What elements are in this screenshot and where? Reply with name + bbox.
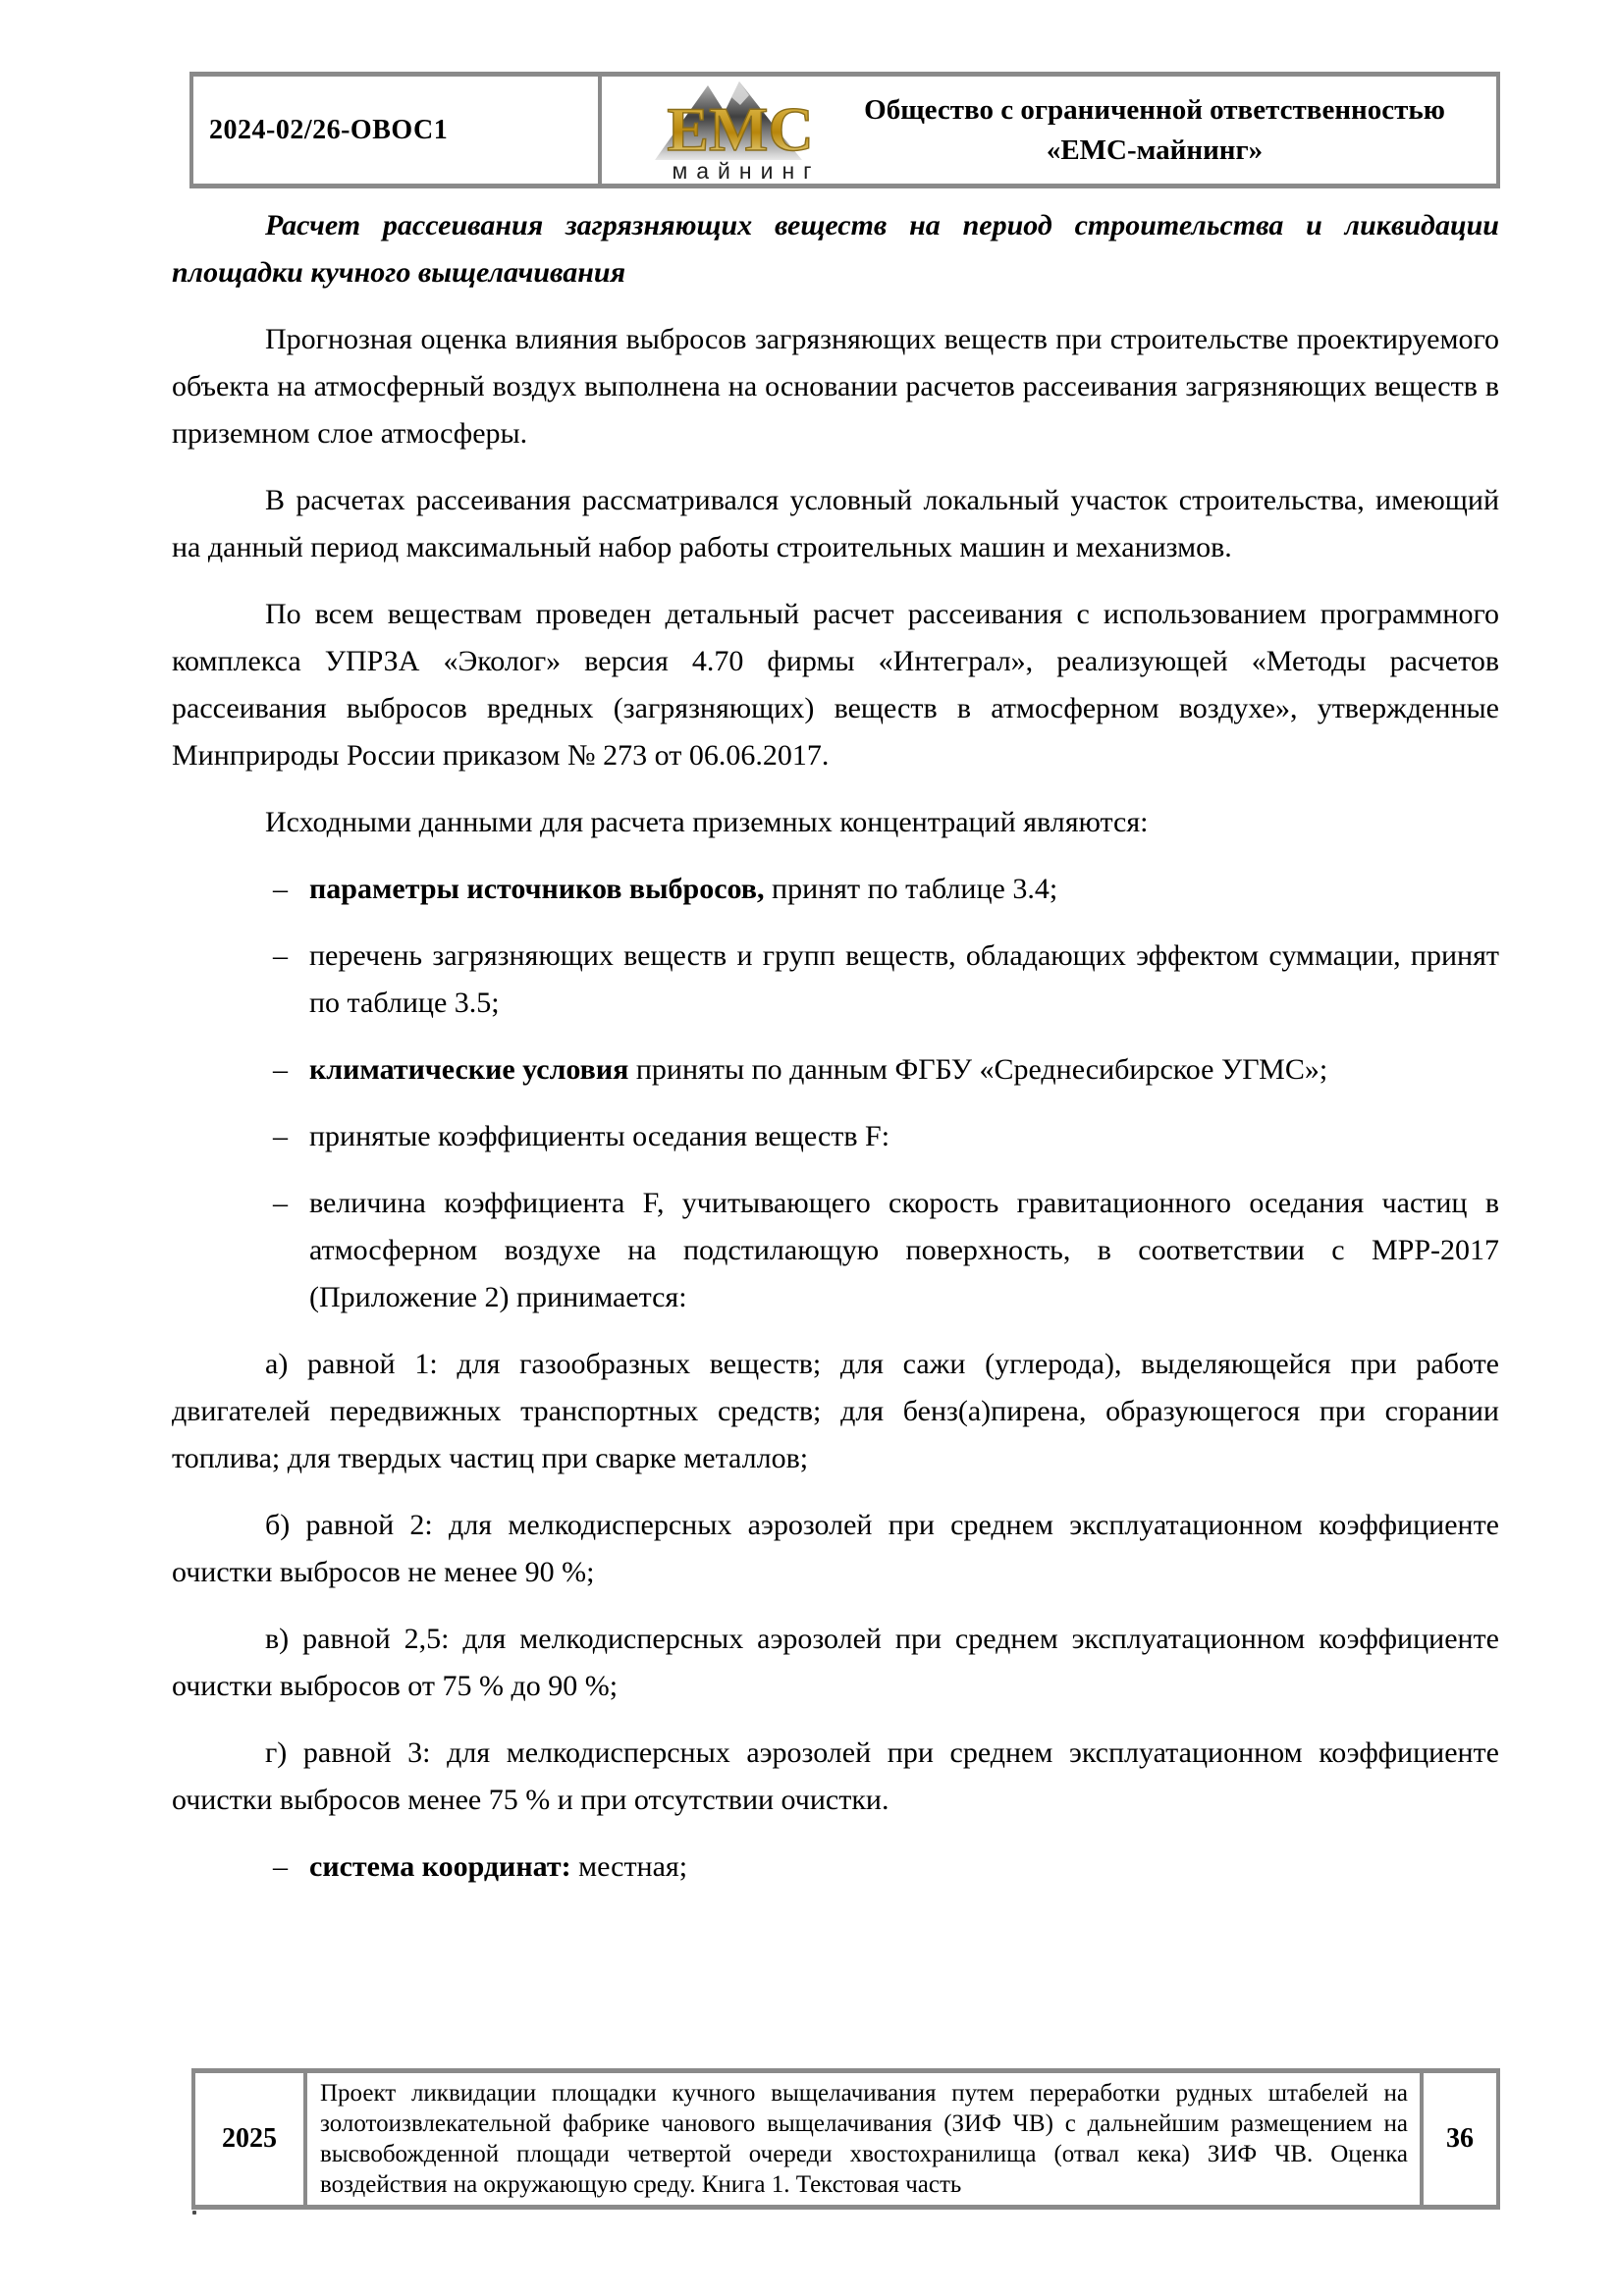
list-item-text: принят по таблице 3.4; [764,873,1058,905]
company-name [858,90,1496,171]
paragraph: в) равной 2,5: для мелкодисперсных аэрозолей при среднем эксплуатационном коэффициенте очистки выбросов от 75 % до 90 %; [172,1623,1499,1702]
doc-number: 2024-02/26-ОВОС1 [209,114,449,145]
list-item-text: величина коэффициента F, учитывающего скорость гравитационного оседания частиц в атмосферном воздухе на подстилающую поверхность, в соответствии с МРР-2017 (Приложение 2) принимается: [309,1187,1499,1313]
header-right-cell [602,77,1496,184]
mountain-logo-icon [629,76,857,186]
logo-emc-text: ЕМС [666,93,814,164]
section-title: Расчет рассеивания загрязняющих веществ на период строительства и ликвидации площадки кучного выщелачивания [172,209,1499,289]
list-dash-marker: – [273,1053,288,1086]
list-item-bold: параметры источников выбросов, [309,873,765,905]
list-dash-marker: – [273,873,288,905]
list-item-bold: климатические условия [309,1053,629,1086]
paragraph: б) равной 2: для мелкодисперсных аэрозолей при среднем эксплуатационном коэффициенте очистки выбросов не менее 90 %; [172,1509,1499,1588]
company-name-line1: Общество с ограниченной ответственностью [864,93,1445,126]
list-dash-marker: – [273,1120,288,1152]
company-name-line2: «ЕМС-майнинг» [1046,133,1264,166]
list-dash-marker: – [273,1187,288,1219]
paragraph: а) равной 1: для газообразных веществ; для сажи (углерода), выделяющейся при работе двигателей передвижных транспортных средств; для бенз(а)пирена, образующегося при сгорании топлива; для твердых частиц при сварке металлов; [172,1348,1499,1474]
footer-page-cell [1424,2073,1496,2205]
list-item [172,1843,1499,1891]
paragraph: В расчетах рассеивания рассматривался условный локальный участок строительства, имеющий на данный период максимальный набор работы строительных машин и механизмов. [172,484,1499,563]
footer-project-cell [307,2073,1424,2205]
list-dash-marker: – [273,1850,288,1883]
print-artifact-dot [192,2211,196,2215]
paragraph: Прогнозная оценка влияния выбросов загрязняющих веществ при строительстве проектируемого объекта на атмосферный воздух выполнена на основании расчетов рассеивания загрязняющих веществ в приземном слое атмосферы. [172,323,1499,450]
page-number: 36 [1446,2123,1474,2154]
list-item-text: перечень загрязняющих веществ и групп веществ, обладающих эффектом суммации, принят по таблице 3.5; [309,939,1499,1019]
list-dash-marker: – [273,939,288,972]
list-item-text: приняты по данным ФГБУ «Среднесибирское УГМС»; [628,1053,1328,1086]
header-table [189,72,1500,188]
list-item-text: принятые коэффициенты оседания веществ F: [309,1120,890,1152]
document-body [172,202,1499,1891]
emc-mining-logo [627,76,858,186]
footer-table [191,2068,1500,2210]
footer-project-title: Проект ликвидации площадки кучного выщелачивания путем переработки рудных штабелей на золотоизвлекательной фабрике чанового выщелачивания (ЗИФ ЧВ) с дальнейшим размещением на высвобожденной площади четвертой очереди хвостохранилища (отвал кека) ЗИФ ЧВ. Оценка воздействия на окружающую среду. Книга 1. Текстовая часть [320,2080,1408,2198]
logo-subtitle-text: майнинг [671,157,821,184]
paragraph: Исходными данными для расчета приземных концентраций являются: [265,806,1149,838]
paragraph: По всем веществам проведен детальный расчет рассеивания с использованием программного комплекса УПРЗА «Эколог» версия 4.70 фирмы «Интеграл», реализующей «Методы расчетов рассеивания выбросов вредных (загрязняющих) веществ в атмосферном воздухе», утвержденные Минприроды России приказом № 273 от 06.06.2017. [172,598,1499,772]
paragraph: г) равной 3: для мелкодисперсных аэрозолей при среднем эксплуатационном коэффициенте очистки выбросов менее 75 % и при отсутствии очистки. [172,1736,1499,1816]
doc-number-cell [193,77,602,184]
footer-year-cell [195,2073,307,2205]
footer-year: 2025 [222,2123,277,2154]
list-item [172,1180,1499,1321]
list-item [172,1113,1499,1160]
list-item [172,933,1499,1027]
list-item [172,866,1499,913]
list-item-text: местная; [570,1850,688,1883]
list-item [172,1046,1499,1094]
list-item-bold: система координат: [309,1850,571,1883]
